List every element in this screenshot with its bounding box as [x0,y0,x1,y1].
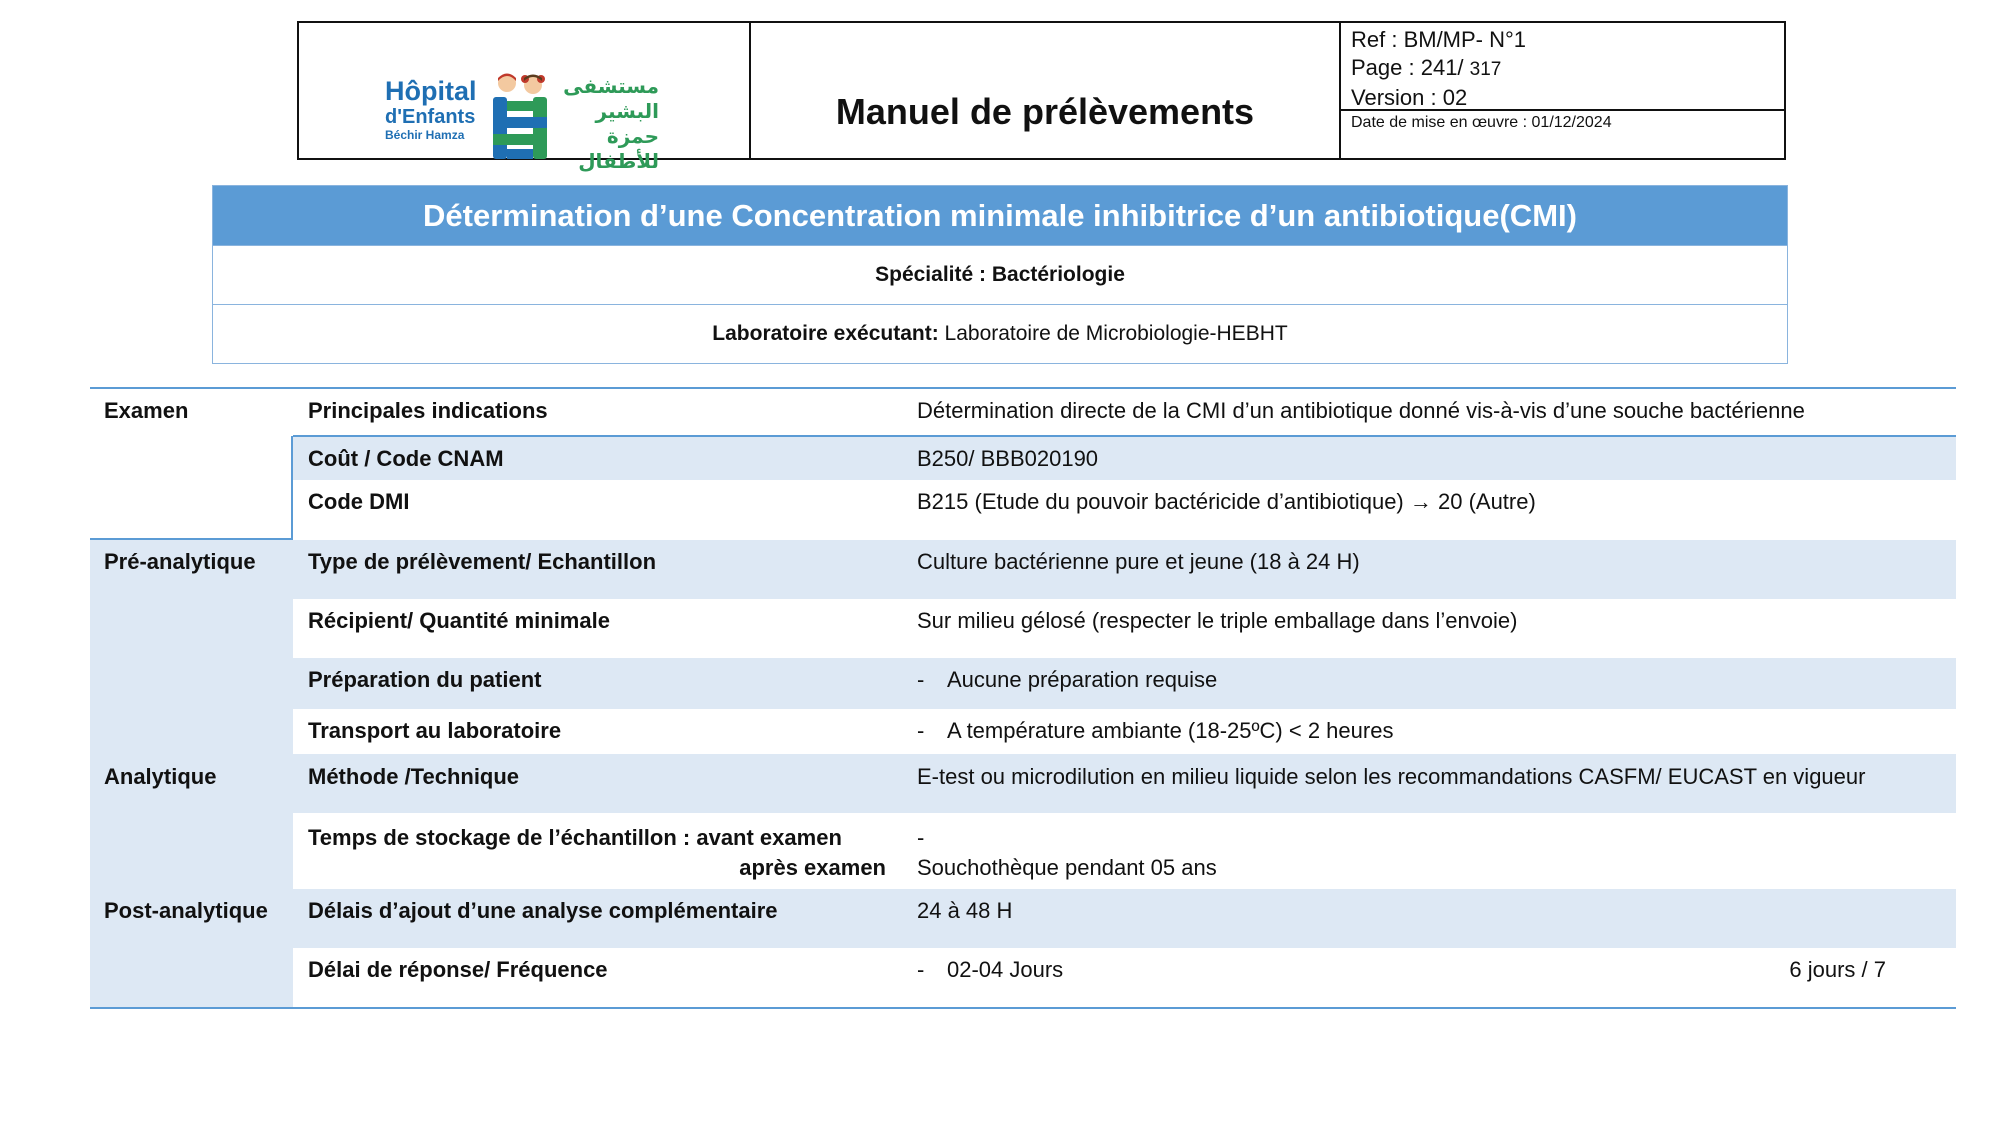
row-value: B215 (Etude du pouvoir bactéricide d’antibiotique) → 20 (Autre) [917,489,1536,514]
row-label-line-1: Temps de stockage de l’échantillon : avant examen [308,825,842,850]
table-row [90,658,1956,709]
procedure-title: Détermination d’une Concentration minimale inhibitrice d’un antibiotique(CMI) [213,186,1787,245]
logo-arabic-line-2: البشير حمزة [595,101,659,148]
section-spacer [90,709,293,754]
laboratoire-row [213,304,1787,363]
document-header [297,21,1786,173]
specialite-row [213,245,1787,304]
row-value-left [917,957,1063,1007]
table-row [90,813,1956,889]
logo-arabic-line-1: مستشفى [563,76,659,98]
row-value: Culture bactérienne pure et jeune (18 à 24 H) [917,549,1360,574]
effective-date: Date de mise en œuvre : 01/12/2024 [1351,114,1612,131]
table-row [90,540,1956,599]
row-label [293,813,902,889]
meta-cell [1341,23,1784,158]
row-value: E-test ou microdilution en milieu liquide selon les recommandations CASFM/ EUCAST en vigueur [917,764,1866,789]
logo-line-2: d'Enfants [385,106,476,128]
row-value: Sur milieu gélosé (respecter le triple emballage dans l’envoie) [917,608,1518,633]
row-label: Principales indications [308,398,548,423]
procedure-table [90,387,1956,1009]
table-row [90,948,1956,1007]
page-label: Page : 241/ [1351,55,1464,80]
section-spacer [90,435,293,480]
row-label: Préparation du patient [308,667,542,692]
row-value: Détermination directe de la CMI d’un antibiotique donné vis-à-vis d’une souche bactérienne [917,398,1805,423]
laboratoire-label: Laboratoire exécutant: [712,322,939,345]
section-analytique: Analytique [104,764,217,789]
row-label-line-2: après examen [739,855,886,880]
row-value [902,709,1956,754]
section-spacer [90,658,293,709]
table-row [90,599,1956,658]
row-label: Transport au laboratoire [308,718,562,743]
examen-divider [291,436,293,540]
row-label: Délai de réponse/ Fréquence [308,957,608,982]
row-value-line-1: - [917,825,925,850]
table-row [90,389,1956,435]
row-label: Méthode /Technique [308,764,520,789]
page-number [1351,54,1774,84]
logo-line-3: Béchir Hamza [385,128,465,142]
logo-cell [299,23,751,173]
table-row [90,480,1956,540]
row-value-text: A température ambiante (18-25ºC) < 2 heures [947,718,1394,743]
row-value-right: 6 jours / 7 [1789,957,1886,982]
logo-line-1: Hôpital [385,76,477,106]
meta-top [1341,23,1784,111]
specialite-value: Bactériologie [991,263,1125,286]
examen-bottom-rule [90,538,293,540]
logo-arabic-line-3: للأطفال [578,151,659,173]
section-spacer [90,948,293,1007]
section-spacer [90,480,293,540]
page-total: 317 [1469,59,1502,80]
manual-title: Manuel de prélèvements [835,91,1255,132]
row-value: B250/ BBB020190 [902,435,1956,480]
row-value [902,813,1956,889]
section-spacer [90,813,293,889]
row-value-text: 02-04 Jours [947,957,1064,982]
row-value-text: Aucune préparation requise [947,667,1218,692]
section-pre-analytique: Pré-analytique [104,549,256,574]
ref-number: Ref : BM/MP- N°1 [1351,27,1527,52]
section-post-analytique: Post-analytique [104,898,268,923]
section-spacer [90,599,293,658]
logo-arabic-text [561,75,659,175]
version: Version : 02 [1351,85,1468,110]
table-row [90,754,1956,813]
row-label: Type de prélèvement/ Echantillon [308,549,657,574]
title-cell [751,23,1341,158]
row-label: Récipient/ Quantité minimale [308,608,610,633]
bullet-dash: - [917,718,925,743]
row-label: Délais d’ajout d’une analyse complémentaire [308,898,778,923]
procedure-title-block [212,185,1788,364]
row-value [902,658,1956,709]
bullet-dash: - [917,957,925,982]
table-row [90,709,1956,754]
row-value: 24 à 48 H [917,898,1013,923]
bullet-dash: - [917,667,925,692]
hospital-logo-text [385,78,477,141]
row-value-line-2: Souchothèque pendant 05 ans [917,855,1217,880]
table-row [90,889,1956,948]
specialite-label: Spécialité : [875,263,986,286]
laboratoire-value: Laboratoire de Microbiologie-HEBHT [944,322,1288,345]
hospital-logo-icon [489,71,557,163]
table-row [90,435,1956,480]
row-value [902,948,1956,1007]
row-label: Code DMI [308,489,410,514]
section-examen: Examen [104,398,189,423]
row-label: Coût / Code CNAM [293,435,902,480]
